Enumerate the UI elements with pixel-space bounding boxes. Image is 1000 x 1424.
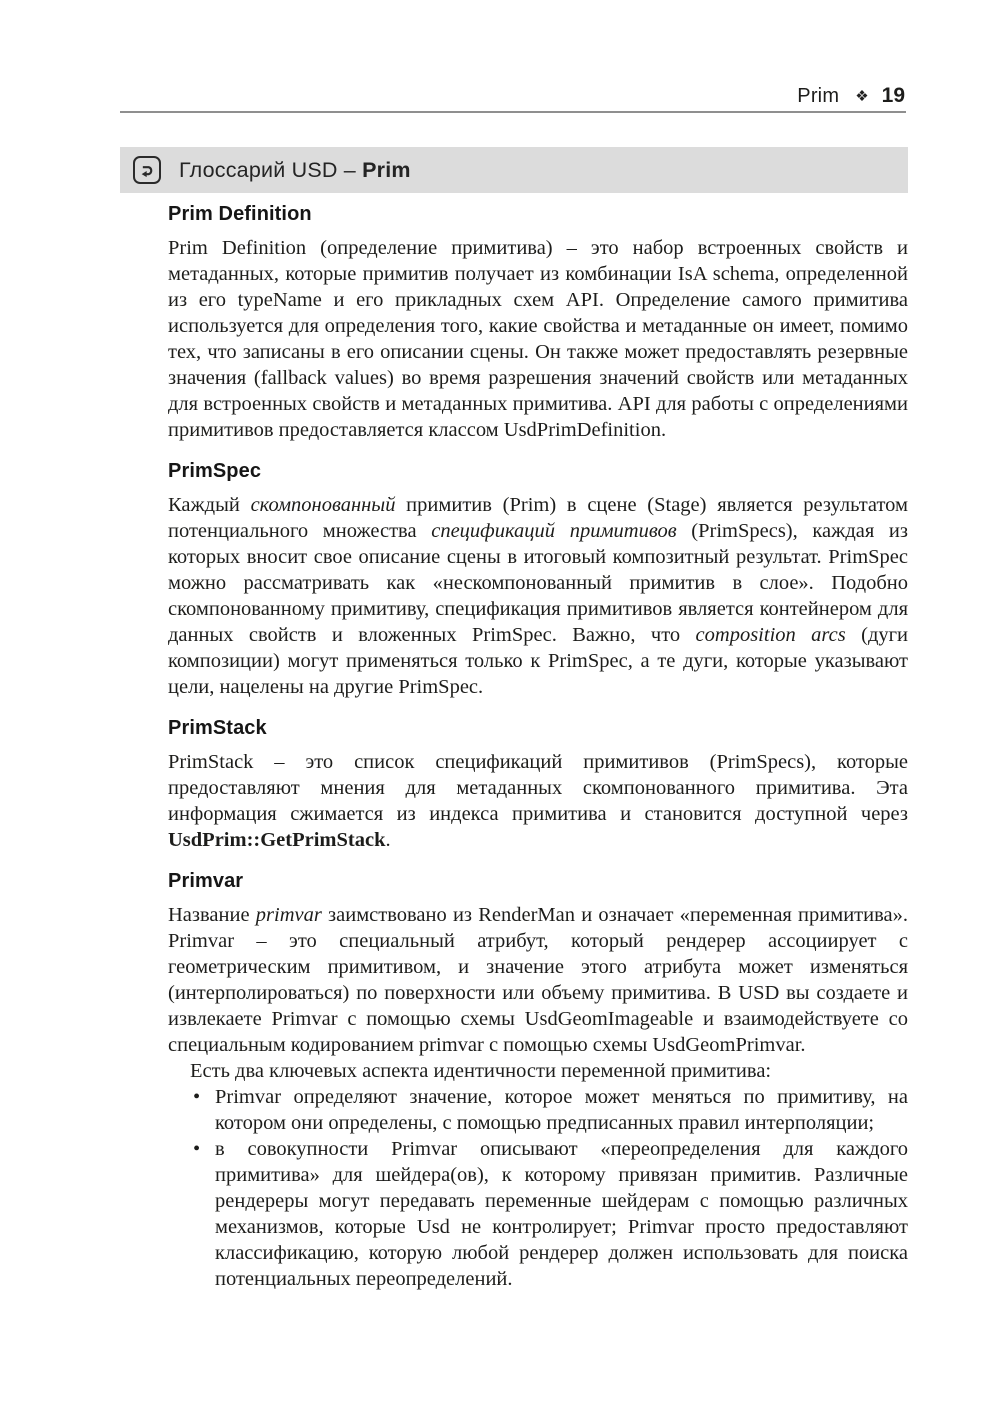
body-text: примитив (Prim) в сцене (Stage) является результатом потенциального множества bbox=[168, 494, 908, 542]
body-text: Есть два ключевых аспекта идентичности переменной примитива: bbox=[190, 1060, 772, 1082]
italic-text: скомпонованный bbox=[250, 494, 396, 516]
glossary-section bbox=[168, 202, 908, 443]
body-text: Primvar определяют значение, которое может меняться по примитиву, на котором они определены, с помощью предписанных правил интерполяции; bbox=[215, 1086, 908, 1134]
bullet-item bbox=[168, 1136, 908, 1292]
bold-text: UsdPrim::GetPrimStack bbox=[168, 829, 386, 851]
italic-text: спецификаций примитивов bbox=[431, 520, 677, 542]
glossary-section bbox=[168, 716, 908, 853]
page-number: 19 bbox=[881, 84, 905, 107]
bullet-text bbox=[215, 1084, 908, 1136]
bullet-item bbox=[168, 1084, 908, 1136]
body-text: . bbox=[385, 829, 391, 851]
body-text: (PrimSpecs), каждая из которых вносит свое описание сцены в итоговый композитный результат. PrimSpec можно рассматривать как «нескомпонованный примитив в слое». Подобно скомпонованному примитиву, спецификация примитивов является контейнером для данных свойств и вложенных PrimSpec. Важно, что bbox=[168, 520, 908, 646]
body-text: Название bbox=[168, 904, 256, 926]
section-heading: PrimSpec bbox=[168, 460, 262, 482]
section-heading: Prim Definition bbox=[168, 203, 312, 225]
glossary-section bbox=[168, 869, 908, 1292]
body-text: Каждый bbox=[168, 494, 251, 516]
italic-text: composition arcs bbox=[695, 624, 846, 646]
paragraph bbox=[168, 749, 908, 853]
italic-text: primvar bbox=[255, 904, 322, 926]
section-heading: Primvar bbox=[168, 870, 244, 892]
running-header-title: Prim bbox=[797, 85, 840, 107]
banner-title bbox=[179, 158, 411, 183]
bullet-icon: • bbox=[193, 1086, 201, 1108]
diamond-ornament-icon: ❖ bbox=[855, 88, 869, 105]
bullet-icon: • bbox=[193, 1138, 201, 1160]
glossary-content bbox=[168, 202, 908, 1292]
running-header bbox=[120, 84, 905, 108]
paragraph bbox=[168, 235, 908, 443]
paragraph bbox=[168, 1058, 908, 1084]
bullet-text bbox=[215, 1136, 908, 1292]
body-text: заимствовано из RenderMan и означает «переменная примитива». Primvar – это специальный атрибут, который рендерер ассоциирует с геометрическим примитивом, и значение этого атрибута может изменяться (интерполироваться) по поверхности или объему примитива. В USD вы создаете и извлекаете Primvar с помощью схемы UsdGeomImageable и взаимодействуете со специальным кодированием primvar с помощью схемы UsdGeomPrimvar. bbox=[168, 904, 908, 1056]
glossary-banner bbox=[120, 147, 908, 193]
body-text: Prim Definition (определение примитива) – это набор встроенных свойств и метаданных, которые примитив получает из комбинации IsA schema, определенной из его typeName и его прикладных схем API. Определение самого примитива используется для определения того, какие свойства и метаданные он имеет, помимо тех, что записаны в его описании сцены. Он также может предоставлять резервные значения (fallback values) во время разрешения значений свойств или метаданных для встроенных свойств и метаданных примитива. API для работы с определениями примитивов предоставляется классом UsdPrimDefinition. bbox=[168, 237, 908, 441]
return-arrow-icon bbox=[133, 156, 161, 184]
paragraph bbox=[168, 902, 908, 1058]
paragraph bbox=[168, 492, 908, 700]
body-text: (дуги композиции) могут применяться только к PrimSpec, а те дуги, которые указывают цели, нацелены на другие PrimSpec. bbox=[168, 624, 909, 698]
body-text: в совокупности Primvar описывают «переопределения для каждого примитива» для шейдера(ов), к которому привязан примитив. Различные рендереры могут передавать переменные шейдерам с помощью различных механизмов, которые Usd не контролирует; Primvar просто предоставляют классификацию, которую любой рендерер должен использовать для поиска потенциальных переопределений. bbox=[215, 1138, 908, 1290]
glossary-section bbox=[168, 459, 908, 700]
section-heading: PrimStack bbox=[168, 717, 267, 739]
body-text: PrimStack – это список спецификаций примитивов (PrimSpecs), которые предоставляют мнения для метаданных скомпонованного примитива. Эта информация сжимается из индекса примитива и становится доступной через bbox=[168, 751, 908, 825]
banner-title-regular: Глоссарий USD – bbox=[179, 157, 363, 182]
header-rule bbox=[120, 111, 906, 113]
banner-title-bold: Prim bbox=[362, 157, 411, 182]
